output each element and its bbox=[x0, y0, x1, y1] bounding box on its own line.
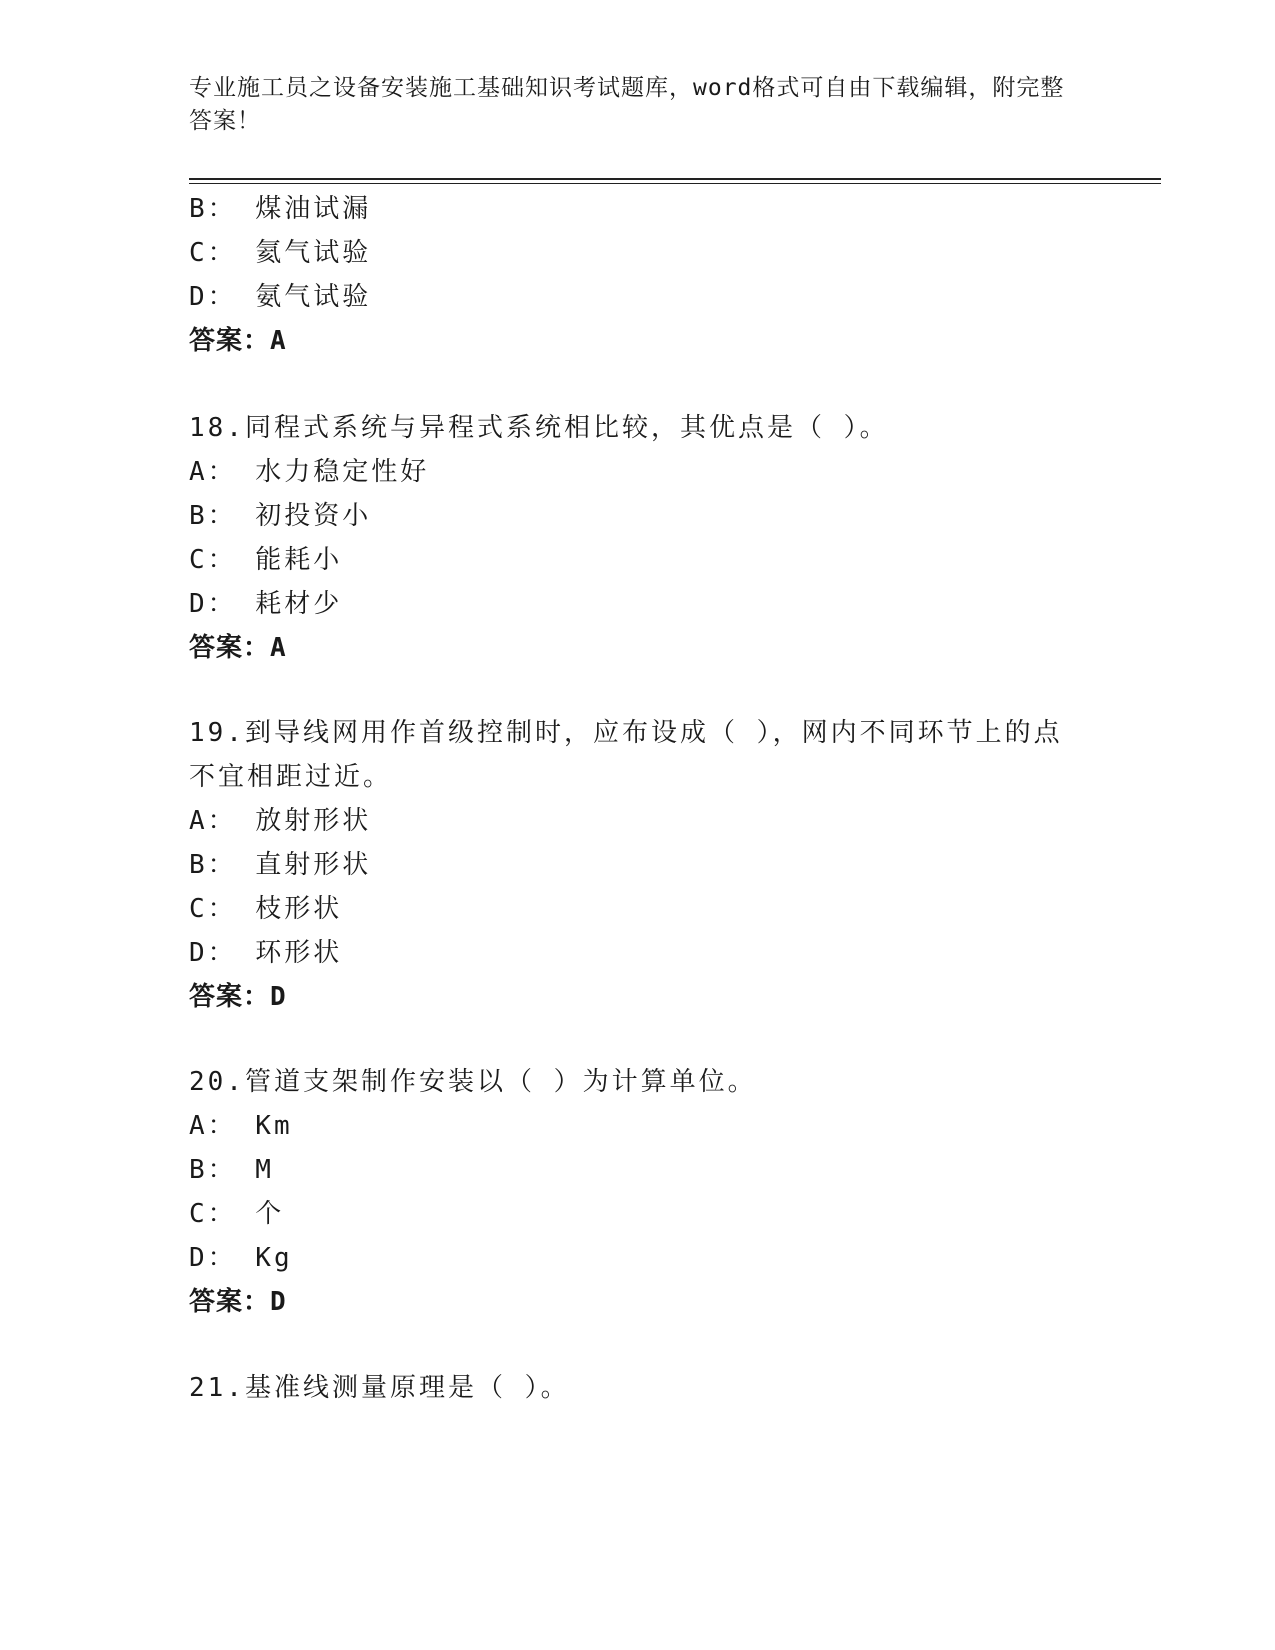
option-b-q17: B： 煤油试漏 bbox=[189, 194, 372, 224]
header-divider-thin bbox=[189, 183, 1161, 184]
option-b-q19: B： 直射形状 bbox=[189, 850, 372, 880]
option-a-q19: A： 放射形状 bbox=[189, 806, 372, 836]
question-19-line-1: 19.到导线网用作首级控制时，应布设成（ ），网内不同环节上的点 bbox=[189, 718, 1063, 748]
question-21: 21.基准线测量原理是（ ）。 bbox=[189, 1373, 570, 1403]
answer-q20: 答案：D bbox=[189, 1287, 287, 1317]
option-a-q20: A： Km bbox=[189, 1111, 293, 1141]
document-header bbox=[189, 72, 1069, 138]
question-19-line-2: 不宜相距过近。 bbox=[189, 762, 393, 792]
option-b-q20: B： M bbox=[189, 1155, 274, 1185]
option-a-q18: A： 水力稳定性好 bbox=[189, 457, 430, 487]
header-text: 专业施工员之设备安装施工基础知识考试题库，word格式可自由下载编辑，附完整答案！ bbox=[189, 75, 1065, 134]
answer-q17: 答案：A bbox=[189, 326, 287, 356]
option-d-q19: D： 环形状 bbox=[189, 938, 343, 968]
header-divider-thick bbox=[189, 178, 1161, 180]
answer-q19: 答案：D bbox=[189, 982, 287, 1012]
option-d-q18: D： 耗材少 bbox=[189, 589, 343, 619]
question-20: 20.管道支架制作安装以（ ）为计算单位。 bbox=[189, 1067, 757, 1097]
question-18: 18.同程式系统与异程式系统相比较，其优点是（ ）。 bbox=[189, 413, 889, 443]
option-d-q20: D： Kg bbox=[189, 1243, 293, 1273]
option-b-q18: B： 初投资小 bbox=[189, 501, 372, 531]
answer-q18: 答案：A bbox=[189, 633, 287, 663]
option-c-q18: C： 能耗小 bbox=[189, 545, 343, 575]
option-d-q17: D： 氨气试验 bbox=[189, 282, 372, 312]
option-c-q20: C： 个 bbox=[189, 1199, 285, 1229]
option-c-q19: C： 枝形状 bbox=[189, 894, 343, 924]
option-c-q17: C： 氦气试验 bbox=[189, 238, 372, 268]
